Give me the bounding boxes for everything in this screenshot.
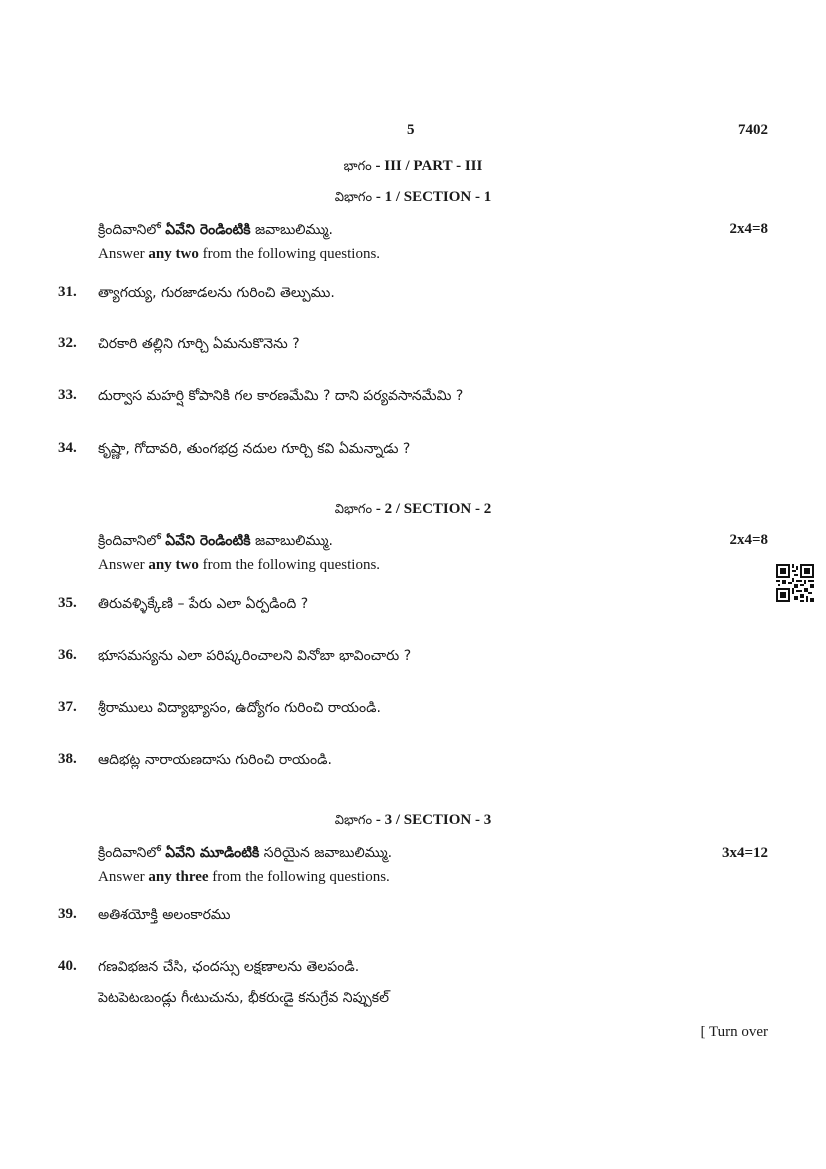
section-1-title [0, 189, 826, 208]
instruction-bold: ఏవేని మూడింటికి [165, 845, 260, 861]
section-3-marks: 3x4=12 [721, 845, 768, 861]
section-2-title-telugu: విభాగం [334, 502, 373, 517]
section-3-title [0, 812, 826, 831]
english-prefix: Answer [98, 869, 149, 885]
part-title-telugu: భాగం [343, 159, 372, 174]
question-text: దుర్వాస మహర్షి కోపానికి గల కారణమేమి ? దాని పర్యవసానమేమి ? [98, 388, 464, 404]
question-number: 32. [58, 335, 77, 351]
question-text: చిరకారి తల్లిని గూర్చి ఏమనుకొనెను ? [98, 336, 300, 352]
question-number: 39. [58, 906, 77, 922]
question-text: తిరువళ్ళిక్కేణి – పేరు ఎలా ఏర్పడింది ? [98, 596, 309, 612]
question-number: 36. [58, 647, 77, 663]
instruction-suffix: జవాబులిమ్ము. [250, 533, 333, 549]
question-text: అతిశయోక్తి అలంకారము [98, 907, 231, 923]
question-text: శ్రీరాములు విద్యాభ్యాసం, ఉద్యోగం గురించి రాయండి. [98, 700, 381, 716]
section-1-marks: 2x4=8 [729, 221, 768, 237]
question-number: 38. [58, 751, 77, 767]
question-number: 31. [58, 284, 77, 300]
question-text: గణవిభజన చేసి, ఛందస్సు లక్షణాలను తెలపండి. [98, 959, 360, 975]
instruction-bold: ఏవేని రెండింటికి [165, 222, 251, 238]
question-number: 33. [58, 387, 77, 403]
instruction-prefix: క్రిందివానిలో [98, 222, 166, 238]
part-title [0, 158, 826, 177]
qr-code-icon [776, 564, 814, 602]
section-1-title-english: - 1 / SECTION - 1 [372, 189, 492, 205]
question-text: త్యాగయ్య, గురజాడలను గురించి తెల్పుము. [98, 285, 335, 301]
instruction-bold: ఏవేని రెండింటికి [165, 533, 251, 549]
english-suffix: from the following questions. [208, 869, 390, 885]
section-2-instruction-english [98, 557, 380, 574]
instruction-suffix: జవాబులిమ్ము. [250, 222, 333, 238]
english-suffix: from the following questions. [198, 557, 381, 573]
section-3-title-english: - 3 / SECTION - 3 [372, 812, 492, 828]
verse-line: పెటపెటఁబండ్లు గీఁటుచును, భీకరుఁడై కనుగ్రేవ నిప్పుకల్ [98, 990, 390, 1006]
section-1-instruction-telugu [98, 222, 333, 241]
turn-over-note: [ Turn over [700, 1024, 768, 1040]
instruction-prefix: క్రిందివానిలో [98, 533, 166, 549]
english-bold: any three [148, 869, 209, 885]
question-text: కృష్ణా, గోదావరి, తుంగభద్ర నదుల గూర్చి కవి ఏమన్నాడు ? [98, 441, 411, 457]
question-text: భూసమస్యను ఎలా పరిష్కరించాలని వినోబా భావించారు ? [98, 648, 412, 664]
section-1-title-telugu: విభాగం [334, 190, 373, 205]
english-prefix: Answer [98, 246, 149, 262]
section-2-title-english: - 2 / SECTION - 2 [372, 501, 492, 517]
english-bold: any two [148, 557, 199, 573]
paper-code: 7402 [738, 122, 768, 138]
section-2-marks: 2x4=8 [729, 532, 768, 548]
question-number: 35. [58, 595, 77, 611]
english-suffix: from the following questions. [198, 246, 381, 262]
question-number: 34. [58, 440, 77, 456]
section-3-instruction-english [98, 869, 390, 886]
english-prefix: Answer [98, 557, 149, 573]
section-3-title-telugu: విభాగం [334, 813, 373, 828]
section-2-title [0, 501, 826, 520]
section-3-instruction-telugu [98, 845, 392, 864]
instruction-suffix: సరియైన జవాబులిమ్ము. [259, 845, 393, 861]
page-number: 5 [407, 122, 415, 138]
section-2-instruction-telugu [98, 533, 333, 552]
question-number: 37. [58, 699, 77, 715]
part-title-english: - III / PART - III [371, 158, 483, 174]
question-text: ఆదిభట్ల నారాయణదాసు గురించి రాయండి. [98, 752, 332, 768]
question-number: 40. [58, 958, 77, 974]
section-1-instruction-english [98, 246, 380, 263]
english-bold: any two [148, 246, 199, 262]
instruction-prefix: క్రిందివానిలో [98, 845, 166, 861]
